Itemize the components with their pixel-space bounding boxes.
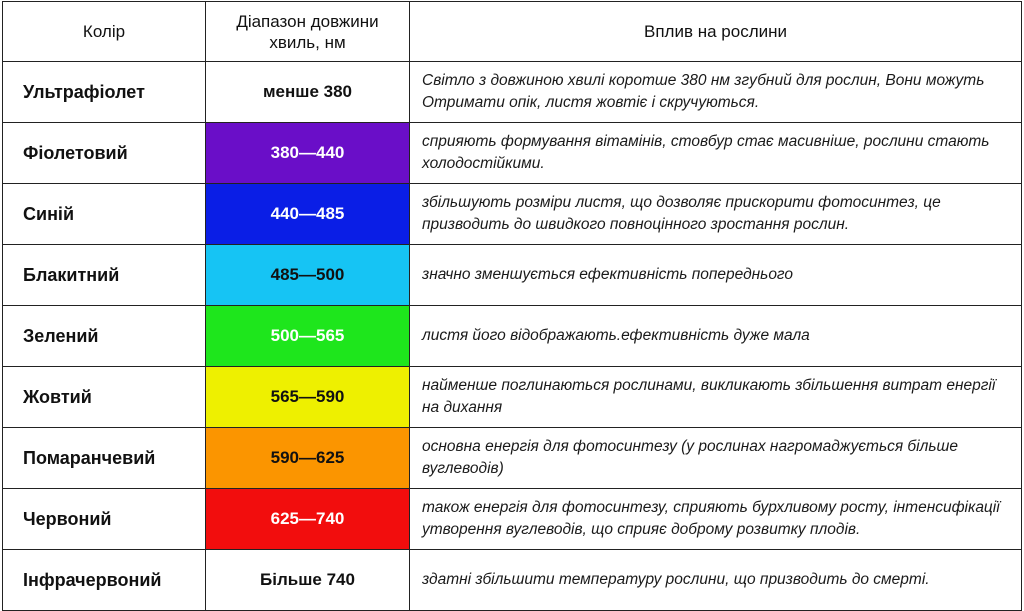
- table-row: [3, 123, 1022, 184]
- plant-effect: також енергія для фотосинтезу, сприяють бурхливому росту, інтенсифікації утворення вуглеводів, що сприяє доброму розвитку плодів.: [410, 489, 1022, 550]
- table-row: [3, 367, 1022, 428]
- wavelength-range: 565—590: [206, 367, 410, 428]
- plant-effect: сприяють формування вітамінів, стовбур стає масивніше, рослини стають холодостійкими.: [410, 123, 1022, 184]
- wavelength-range: 590—625: [206, 428, 410, 489]
- wavelength-range: 625—740: [206, 489, 410, 550]
- color-name: Жовтий: [3, 367, 206, 428]
- color-name: Синій: [3, 184, 206, 245]
- table-row: [3, 428, 1022, 489]
- wavelength-range: 440—485: [206, 184, 410, 245]
- wavelength-range: 380—440: [206, 123, 410, 184]
- light-spectrum-table: [2, 1, 1022, 611]
- plant-effect: здатні збільшити температуру рослини, що призводить до смерті.: [410, 550, 1022, 611]
- table-row: [3, 184, 1022, 245]
- table-row: [3, 306, 1022, 367]
- color-name: Червоний: [3, 489, 206, 550]
- table-row: [3, 62, 1022, 123]
- plant-effect: найменше поглинаються рослинами, викликають збільшення витрат енергії на дихання: [410, 367, 1022, 428]
- plant-effect: збільшують розміри листя, що дозволяє прискорити фотосинтез, це призводить до швидкого повноцінного зростання рослин.: [410, 184, 1022, 245]
- color-name: Помаранчевий: [3, 428, 206, 489]
- wavelength-range: Більше 740: [206, 550, 410, 611]
- plant-effect: значно зменшується ефективність попереднього: [410, 245, 1022, 306]
- header-range-text: Діапазон довжини хвиль, нм: [236, 11, 379, 52]
- color-name: Фіолетовий: [3, 123, 206, 184]
- wavelength-range: менше 380: [206, 62, 410, 123]
- header-color: Колір: [3, 2, 206, 62]
- wavelength-range: 485—500: [206, 245, 410, 306]
- color-name: Інфрачервоний: [3, 550, 206, 611]
- color-name: Блакитний: [3, 245, 206, 306]
- header-effect: Вплив на рослини: [410, 2, 1022, 62]
- table-row: [3, 550, 1022, 611]
- table-row: [3, 489, 1022, 550]
- wavelength-range: 500—565: [206, 306, 410, 367]
- plant-effect: Світло з довжиною хвилі коротше 380 нм згубний для рослин, Вони можуть Отримати опік, листя жовтіє і скручуються.: [410, 62, 1022, 123]
- header-range: [206, 2, 410, 62]
- plant-effect: основна енергія для фотосинтезу (у рослинах нагромаджується більше вуглеводів): [410, 428, 1022, 489]
- plant-effect: листя його відображають.ефективність дуже мала: [410, 306, 1022, 367]
- color-name: Зелений: [3, 306, 206, 367]
- header-row: [3, 2, 1022, 62]
- table-row: [3, 245, 1022, 306]
- color-name: Ультрафіолет: [3, 62, 206, 123]
- table-body: [3, 62, 1022, 611]
- light-spectrum-table-wrap: [2, 1, 1022, 611]
